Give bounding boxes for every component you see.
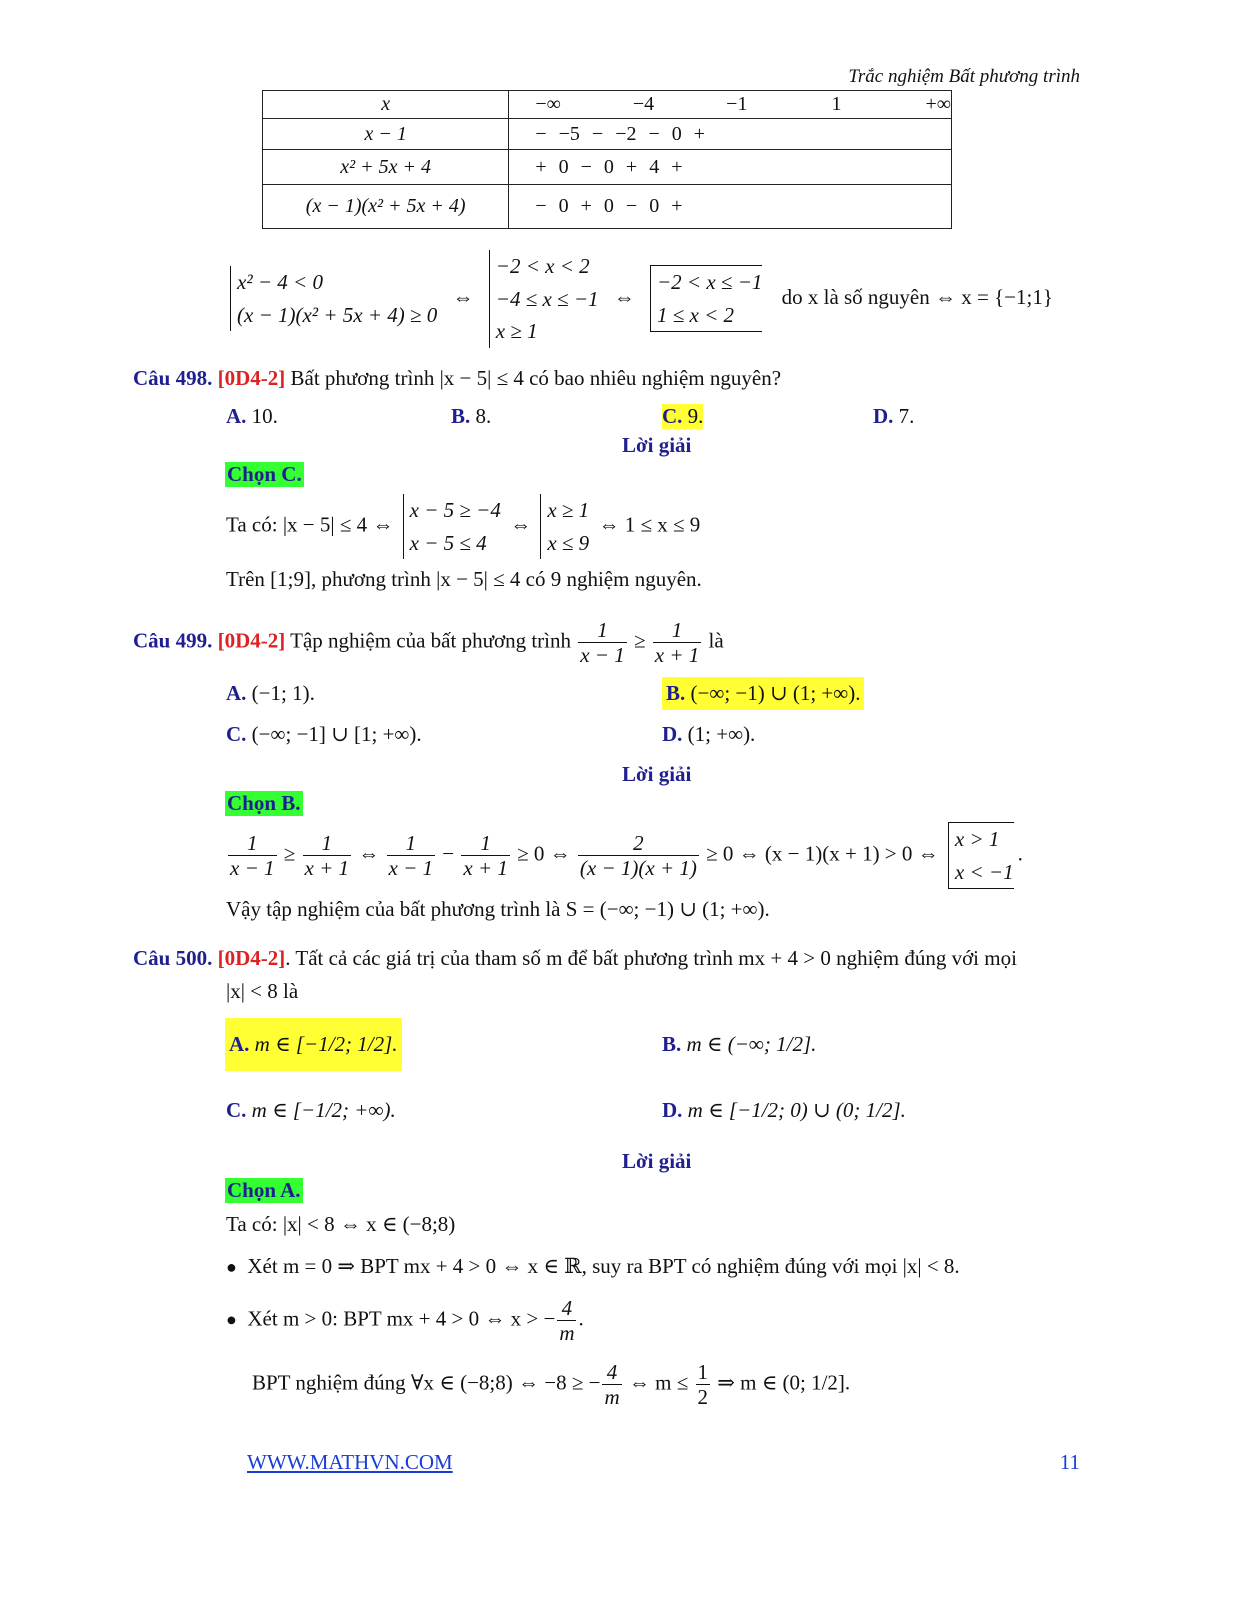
solution-line: BPT nghiệm đúng ∀x ∈ (−8;8) ⇔ −8 ≥ − $\frac{4}{m}$ ⇔ m ≤ $\frac{1}{2}$ ⇒ m ∈ (0; 1/2]. [252,1360,851,1410]
sign-table-values: − 0 + 0 − 0 + [509,185,952,229]
option-c: C. m ∈ [−1/2; +∞). [226,1098,396,1122]
question-tag: [0D4-2] [217,366,286,390]
solution-line: $\frac{1}{x - 1}$ ≥ $\frac{1}{x + 1}$ ⇔ $\frac{1}{x - 1}$ − $\frac{1}{x + 1}$ ≥ 0 ⇔ $\frac{2}{(x - 1)(x + 1)}$ ≥ 0 ⇔ (x − 1)(x + 1) > 0 ⇔ x > 1 x < −1 . [226,822,1023,889]
chosen-answer: Chọn B. [227,791,301,815]
solution-conclusion: Vậy tập nghiệm của bất phương trình là S = (−∞; −1) ∪ (1; +∞). [226,897,770,921]
solution-line: Ta có: |x − 5| ≤ 4 ⇔ x − 5 ≥ −4 x − 5 ≤ 4 ⇔ x ≥ 1 x ≤ 9 ⇔ 1 ≤ x ≤ 9 [226,494,700,559]
system-left: x² − 4 < 0 (x − 1)(x² + 5x + 4) ≥ 0 [230,266,437,331]
question-tag: [0D4-2] [217,628,286,653]
bullet-item: ● Xét m = 0 ⇒ BPT mx + 4 > 0 ⇔ x ∈ ℝ, suy ra BPT có nghiệm đúng với mọi |x| < 8. [226,1254,960,1278]
question-text: Bất phương trình |x − 5| ≤ 4 có bao nhiêu nghiệm nguyên? [290,366,782,390]
question-text-cont: |x| < 8 là [226,979,299,1003]
page-header-title: Trắc nghiệm Bất phương trình [848,66,1080,87]
footer-site-link[interactable]: WWW.MATHVN.COM [247,1450,453,1474]
bullet-item: ● Xét m > 0: BPT mx + 4 > 0 ⇔ x > − $\frac{4}{m}$ . [226,1296,584,1346]
system-right: −2 < x ≤ −1 1 ≤ x < 2 [650,265,762,332]
question-label: Câu 499. [133,628,213,653]
sign-table-label: x² + 5x + 4 [263,150,509,185]
system-solution-block: x² − 4 < 0 (x − 1)(x² + 5x + 4) ≥ 0 ⇔ −2 < x < 2 −4 ≤ x ≤ −1 x ≥ 1 ⇔ −2 < x ≤ −1 1 ≤ x < 2 do x là số nguyên ⇔ x = {−1;1} [226,250,1053,348]
solution-line: Trên [1;9], phương trình |x − 5| ≤ 4 có 9 nghiệm nguyên. [226,567,702,591]
solution-title: Lời giải [622,1149,692,1173]
option-a: A. 10. [226,404,278,428]
sign-table-values: − −5 − −2 − 0 + [509,119,952,150]
system-conclusion: do x là số nguyên ⇔ x = {−1;1} [781,284,1053,309]
question-label: Câu 500. [133,946,213,970]
solution-title: Lời giải [622,433,692,457]
option-d: D. m ∈ [−1/2; 0) ∪ (0; 1/2]. [662,1098,906,1122]
option-a-correct: A. m ∈ [−1/2; 1/2]. [225,1018,402,1071]
option-c-correct: C. 9. [662,404,704,428]
page-number: 11 [1059,1450,1080,1474]
sign-table-label: x − 1 [263,119,509,150]
option-b-correct: B. (−∞; −1) ∪ (1; +∞). [662,677,864,710]
question-text: . Tất cả các giá trị của tham số m để bất phương trình mx + 4 > 0 nghiệm đúng với mọi [285,946,1017,970]
question-499: Câu 499. [0D4-2] Tập nghiệm của bất phương trình $\frac{1}{x - 1}$ ≥ $\frac{1}{x + 1}$ là [133,618,724,668]
solution-title: Lời giải [622,762,692,786]
option-d: D. 7. [873,404,915,428]
option-a: A. (−1; 1). [226,681,315,705]
solution-line: Ta có: |x| < 8 ⇔ x ∈ (−8;8) [226,1212,456,1236]
sign-table [262,90,952,229]
sign-table-values: + 0 − 0 + 4 + [509,150,952,185]
option-b: B. m ∈ (−∞; 1/2]. [662,1032,817,1056]
system-mid: −2 < x < 2 −4 ≤ x ≤ −1 x ≥ 1 [489,250,599,348]
sign-table-label: (x − 1)(x² + 5x + 4) [263,185,509,229]
sign-table-values: −∞ −4 −1 1 +∞ [509,91,952,119]
question-label: Câu 498. [133,366,213,390]
question-tag: [0D4-2] [217,946,286,970]
question-498 [133,366,781,391]
question-500 [133,946,1017,971]
sign-table-label: x [263,91,509,119]
option-c: C. (−∞; −1] ∪ [1; +∞). [226,722,422,746]
chosen-answer: Chọn A. [227,1178,301,1202]
chosen-answer: Chọn C. [227,462,302,486]
option-d: D. (1; +∞). [662,722,756,746]
option-b: B. 8. [451,404,492,428]
